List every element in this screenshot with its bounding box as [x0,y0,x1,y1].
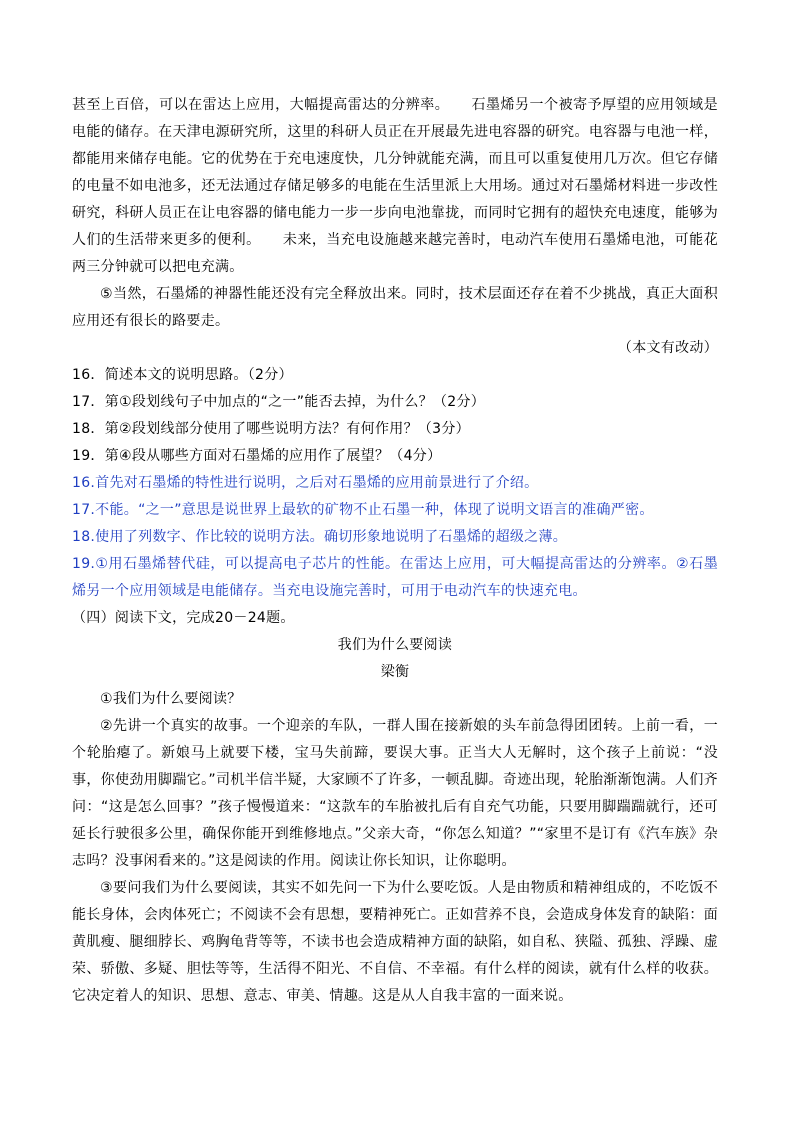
article-paragraph-1: ①我们为什么要阅读？ [100,691,242,707]
answer-18: 18.使用了列数字、作比较的说明方法。确切形象地说明了石墨烯的超级之薄。 [72,529,568,545]
answer-16: 16.首先对石墨烯的特性进行说明，之后对石墨烯的应用前景进行了介绍。 [72,475,539,491]
section-4-instruction: （四）阅读下文，完成20－24题。 [72,610,295,626]
article-paragraph-3: ③要问我们为什么要阅读，其实不如先问一下为什么要吃饭。人是由物质和精神组成的，不吃饭不能长身体，会肉体死亡；不阅读不会有思想，要精神死亡。正如营养不良，会造成身体发育的缺陷：面黄肌瘦、腿细脖长、鸡胸龟背等等，不读书也会造成精神方面的缺陷，如自私、狭隘、孤独、浮躁、虚荣、骄傲、多疑、胆怯等等，生活得不阳光、不自信、不幸福。有什么样的阅读，就有什么样的收获。它决定着人的知识、思想、意志、审美、情趣。这是从人自我丰富的一面来说。 [72,880,718,1004]
passage-paragraph-5: ⑤当然，石墨烯的神器性能还没有完全释放出来。同时，技术层面还存在着不少挑战，真正大面积应用还有很长的路要走。 [72,286,718,329]
question-17: 17．第①段划线句子中加点的“之一”能否去掉，为什么？（2分） [72,394,486,410]
article-title: 我们为什么要阅读 [337,637,453,653]
article-paragraph-2: ②先讲一个真实的故事。一个迎亲的车队，一群人围在接新娘的头车前急得团团转。上前一看，一个轮胎瘪了。新娘马上就要下楼，宝马失前蹄，要误大事。正当大人无解时，这个孩子上前说：“没事，你使劲用脚踹它。”司机半信半疑，大家顾不了许多，一顿乱脚。奇迹出现，轮胎渐渐饱满。人们齐问：“这是怎么回事？”孩子慢慢道来：“这款车的车胎被扎后有自充气功能，只要用脚踹踹就行，还可延长行驶很多公里，确保你能开到维修地点。”父亲大奇，“你怎么知道？”“家里不是订有《汽车族》杂志吗？没事闲看来的。”这是阅读的作用。阅读让你长知识，让你聪明。 [72,718,718,869]
document-body [72,92,718,1010]
answer-19: 19.①用石墨烯替代硅，可以提高电子芯片的性能。在雷达上应用，可大幅提高雷达的分辨率。②石墨烯另一个应用领域是电能储存。当充电设施完善时，可用于电动汽车的快速充电。 [72,556,718,599]
question-16: 16．简述本文的说明思路。（2分） [72,367,293,383]
article-author: 梁衡 [380,664,410,680]
revision-note: （本文有改动） [617,340,718,356]
question-18: 18．第②段划线部分使用了哪些说明方法？有何作用？（3分） [72,421,470,437]
question-19: 19．第④段从哪些方面对石墨烯的应用作了展望？（4分） [72,448,442,464]
answer-17: 17.不能。“之一”意思是说世界上最软的矿物不止石墨一种，体现了说明文语言的准确严密。 [72,502,654,518]
passage-paragraph-4-continued: 甚至上百倍，可以在雷达上应用，大幅提高雷达的分辨率。 石墨烯另一个被寄予厚望的应用领域是电能的储存。在天津电源研究所，这里的科研人员正在开展最先进电容器的研究。电容器与电池一样，都能用来储存电能。它的优势在于充电速度快，几分钟就能充满，而且可以重复使用几万次。但它存储的电量不如电池多，还无法通过存储足够多的电能在生活里派上大用场。通过对石墨烯材料进一步改性研究，科研人员正在让电容器的储电能力一步一步向电池靠拢，而同时它拥有的超快充电速度，能够为人们的生活带来更多的便利。 未来，当充电设施越来越完善时，电动汽车使用石墨烯电池，可能花两三分钟就可以把电充满。 [72,97,718,275]
